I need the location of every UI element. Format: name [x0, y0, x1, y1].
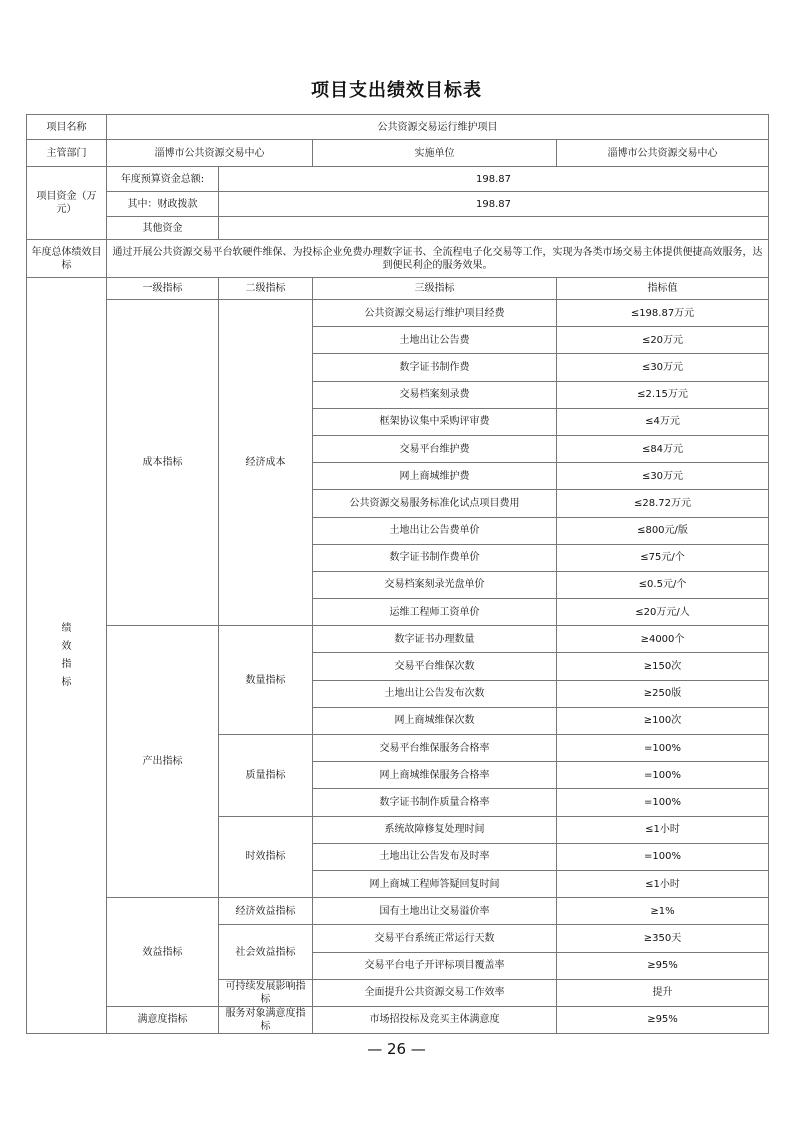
table-row	[27, 167, 769, 192]
goal-text: 通过开展公共资源交易平台软硬件维保、为投标企业免费办理数字证书、全流程电子化交易等工作，实现为各类市场交易主体提供便捷高效服务，达到便民利企的服务效果。	[107, 240, 769, 278]
table-row	[27, 217, 769, 240]
indicator-value: ≥4000个	[557, 626, 769, 653]
l3-indicator: 市场招投标及竞买主体满意度	[313, 1006, 557, 1033]
fiscal-label: 其中：财政拨款	[107, 192, 219, 217]
l3-indicator: 交易档案刻录费	[313, 381, 557, 408]
indicator-value: ≤198.87万元	[557, 300, 769, 327]
l2-indicator: 社会效益指标	[219, 925, 313, 979]
project-name-label: 项目名称	[27, 115, 107, 140]
table-row	[27, 300, 769, 327]
l3-indicator: 土地出让公告费单价	[313, 517, 557, 544]
l3-indicator: 网上商城工程师答疑回复时间	[313, 870, 557, 897]
l2-indicator: 数量指标	[219, 626, 313, 735]
l3-indicator: 交易平台维保服务合格率	[313, 735, 557, 762]
dept-value: 淄博市公共资源交易中心	[107, 140, 313, 167]
l3-indicator: 全面提升公共资源交易工作效率	[313, 979, 557, 1006]
indicator-value: ≤1小时	[557, 816, 769, 843]
l2-indicator: 经济效益指标	[219, 898, 313, 925]
indicator-value: =100%	[557, 762, 769, 789]
indicator-value: ≤30万元	[557, 463, 769, 490]
l3-indicator: 网上商城维护费	[313, 463, 557, 490]
l3-indicator: 交易平台维护费	[313, 435, 557, 462]
indicator-value: =100%	[557, 843, 769, 870]
l3-indicator: 交易档案刻录光盘单价	[313, 571, 557, 598]
indicator-value: =100%	[557, 735, 769, 762]
l3-indicator: 数字证书制作费	[313, 354, 557, 381]
funds-label: 项目资金（万元）	[27, 167, 107, 240]
table-row	[27, 626, 769, 653]
indicator-value: ≤2.15万元	[557, 381, 769, 408]
table-row	[27, 278, 769, 300]
l3-indicator: 交易平台维保次数	[313, 653, 557, 680]
indicator-value: ≥95%	[557, 1006, 769, 1033]
indicator-value: ≤28.72万元	[557, 490, 769, 517]
l3-indicator: 交易平台系统正常运行天数	[313, 925, 557, 952]
l3-indicator: 土地出让公告发布次数	[313, 680, 557, 707]
l1-indicator: 满意度指标	[107, 1006, 219, 1033]
l3-indicator: 网上商城维保次数	[313, 707, 557, 734]
l2-indicator: 时效指标	[219, 816, 313, 898]
page-title: 项目支出绩效目标表	[311, 80, 482, 101]
col-header-l3: 三级指标	[313, 278, 557, 300]
goal-label: 年度总体绩效目标	[27, 240, 107, 278]
indicator-value: 提升	[557, 979, 769, 1006]
dept-label: 主管部门	[27, 140, 107, 167]
indicator-value: =100%	[557, 789, 769, 816]
l3-indicator: 数字证书制作费单价	[313, 544, 557, 571]
project-name-value: 公共资源交易运行维护项目	[107, 115, 769, 140]
l3-indicator: 数字证书办理数量	[313, 626, 557, 653]
indicator-value: ≥350天	[557, 925, 769, 952]
l3-indicator: 数字证书制作质量合格率	[313, 789, 557, 816]
indicator-value: ≤0.5元/个	[557, 571, 769, 598]
indicator-value: ≥150次	[557, 653, 769, 680]
table-row	[27, 898, 769, 925]
indicator-value: ≤30万元	[557, 354, 769, 381]
indicator-value: ≤20万元	[557, 327, 769, 354]
fiscal-value: 198.87	[219, 192, 769, 217]
indicator-value: ≤800元/版	[557, 517, 769, 544]
indicator-value: ≤1小时	[557, 870, 769, 897]
l3-indicator: 框架协议集中采购评审费	[313, 408, 557, 435]
indicator-value: ≤75元/个	[557, 544, 769, 571]
table-row	[27, 240, 769, 278]
indicator-value: ≥95%	[557, 952, 769, 979]
other-funds-value	[219, 217, 769, 240]
budget-label: 年度预算资金总额:	[107, 167, 219, 192]
l3-indicator: 土地出让公告发布及时率	[313, 843, 557, 870]
l2-indicator: 质量指标	[219, 735, 313, 817]
l3-indicator: 网上商城维保服务合格率	[313, 762, 557, 789]
l2-indicator: 服务对象满意度指标	[219, 1006, 313, 1033]
indicator-value: ≥250版	[557, 680, 769, 707]
table-row	[27, 1006, 769, 1033]
col-header-l2: 二级指标	[219, 278, 313, 300]
col-header-l1: 一级指标	[107, 278, 219, 300]
indicator-value: ≥1%	[557, 898, 769, 925]
l3-indicator: 土地出让公告费	[313, 327, 557, 354]
l3-indicator: 系统故障修复处理时间	[313, 816, 557, 843]
indicator-value: ≤20万元/人	[557, 599, 769, 626]
col-header-value: 指标值	[557, 278, 769, 300]
performance-table	[26, 114, 769, 1034]
l1-indicator: 成本指标	[107, 300, 219, 626]
impl-value: 淄博市公共资源交易中心	[557, 140, 769, 167]
l3-indicator: 交易平台电子开评标项目覆盖率	[313, 952, 557, 979]
other-funds-label: 其他资金	[107, 217, 219, 240]
budget-value: 198.87	[219, 167, 769, 192]
table-row	[27, 192, 769, 217]
l3-indicator: 公共资源交易运行维护项目经费	[313, 300, 557, 327]
indicator-value: ≥100次	[557, 707, 769, 734]
perf-label	[27, 278, 107, 1034]
l3-indicator: 公共资源交易服务标准化试点项目费用	[313, 490, 557, 517]
indicator-value: ≤4万元	[557, 408, 769, 435]
indicator-value: ≤84万元	[557, 435, 769, 462]
page-number: — 26 —	[367, 1040, 426, 1058]
l3-indicator: 运维工程师工资单价	[313, 599, 557, 626]
impl-label: 实施单位	[313, 140, 557, 167]
table-row	[27, 115, 769, 140]
l1-indicator: 产出指标	[107, 626, 219, 898]
l1-indicator: 效益指标	[107, 898, 219, 1007]
l3-indicator: 国有土地出让交易溢价率	[313, 898, 557, 925]
l2-indicator: 经济成本	[219, 300, 313, 626]
vertical-label: 绩效指标	[61, 622, 72, 688]
l2-indicator: 可持续发展影响指标	[219, 979, 313, 1006]
table-row	[27, 140, 769, 167]
